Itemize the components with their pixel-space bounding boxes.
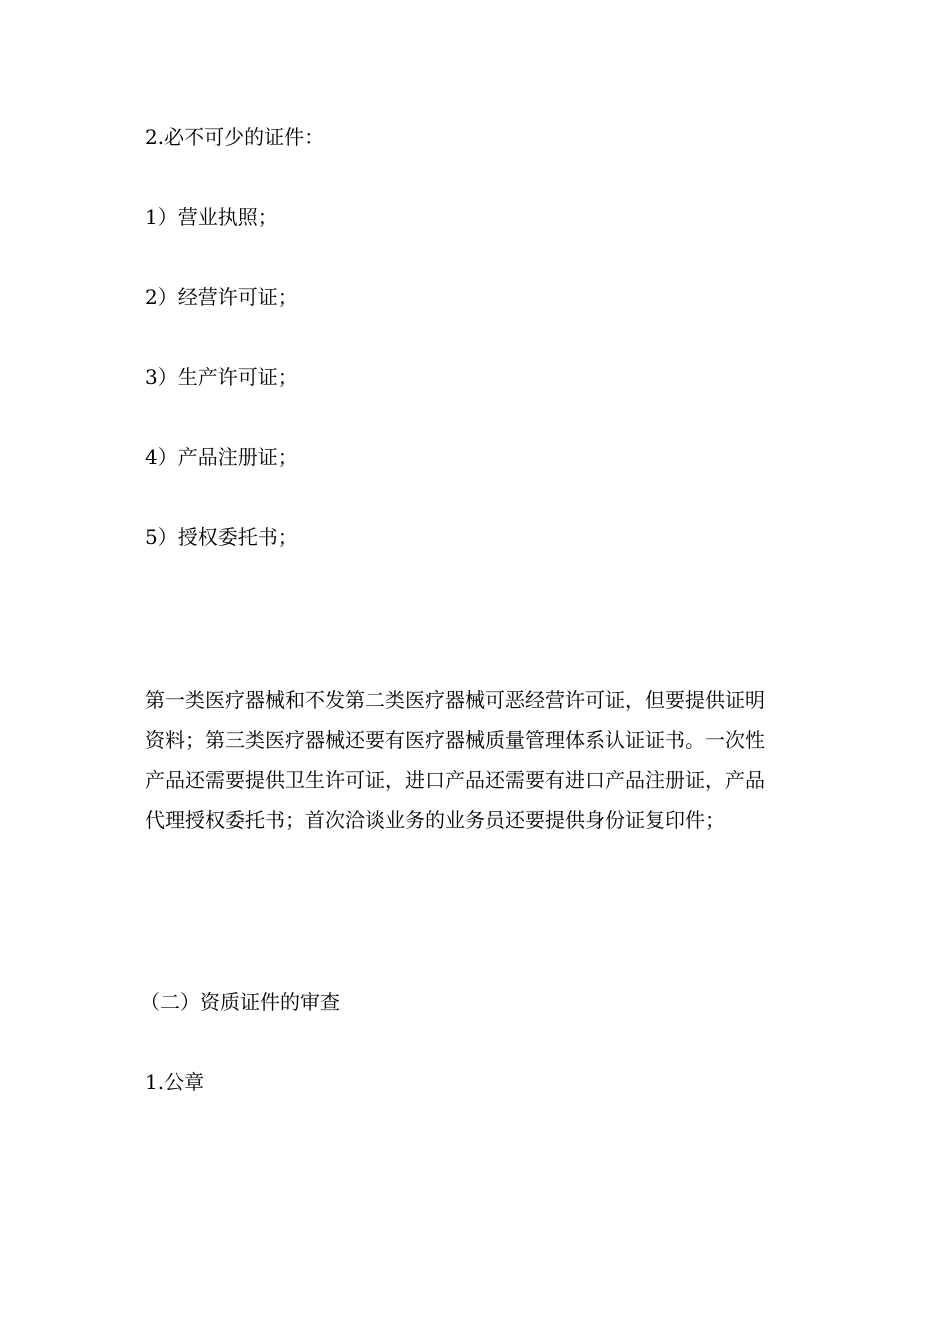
list-item-business-license: 1）营业执照； [145, 205, 278, 229]
paragraph-line: 第一类医疗器械和不发第二类医疗器械可恶经营许可证，但要提供证明 [145, 688, 765, 712]
list-item-authorization-letter: 5）授权委托书； [145, 525, 298, 549]
list-item-operating-permit: 2）经营许可证； [145, 285, 298, 309]
section-heading-qualification-review: （二）资质证件的审查 [140, 990, 340, 1014]
list-item-product-registration: 4）产品注册证； [145, 445, 298, 469]
body-paragraph [145, 680, 813, 840]
list-item-production-permit: 3）生产许可证； [145, 365, 298, 389]
subheading-official-seal: 1.公章 [145, 1070, 205, 1094]
heading-required-documents: 2.必不可少的证件： [145, 125, 325, 149]
paragraph-line: 资料；第三类医疗器械还要有医疗器械质量管理体系认证证书。一次性 [145, 728, 765, 752]
paragraph-line: 代理授权委托书；首次洽谈业务的业务员还要提供身份证复印件； [145, 808, 725, 832]
paragraph-line: 产品还需要提供卫生许可证，进口产品还需要有进口产品注册证，产品 [145, 768, 765, 792]
